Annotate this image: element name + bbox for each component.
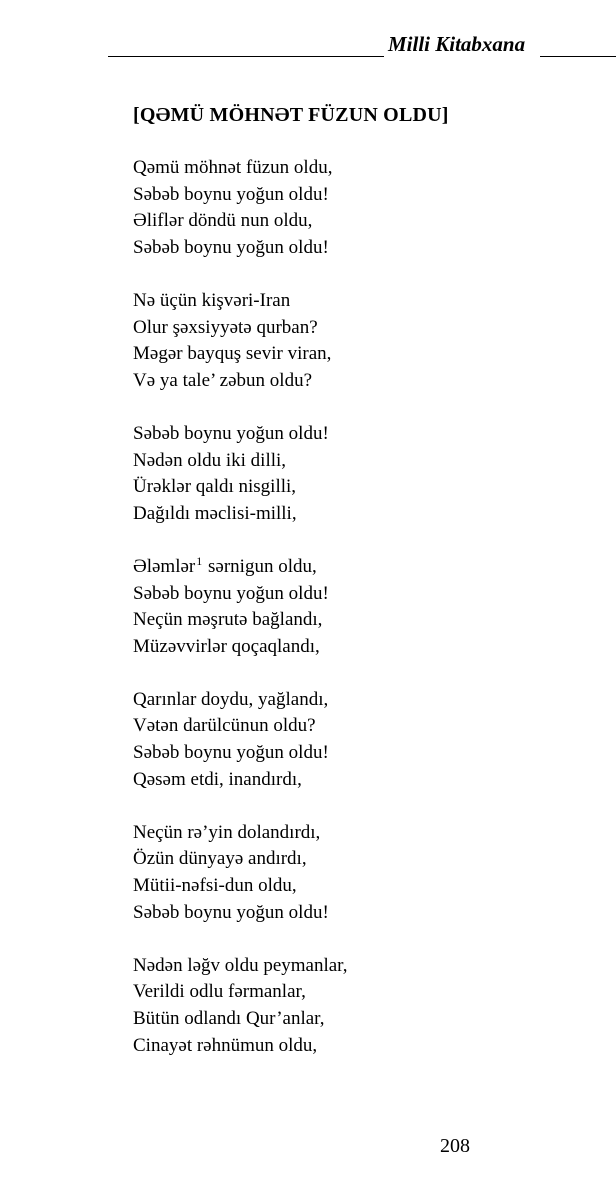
footnote-marker[interactable]: 1 [196,553,203,568]
poem-line: Səbəb boynu yoğun oldu! [133,183,329,205]
poem-line: Səbəb boynu yoğun oldu! [133,901,329,923]
poem-line: Bütün odlandı Qur’anlar, [133,1008,325,1029]
poem-line: Nədən oldu iki dilli, [133,449,287,471]
stanza-3 [133,421,593,527]
poem-line: Səbəb boynu yoğun oldu! [133,582,329,604]
poem-line: Neçün rə’yin dolandırdı, [133,821,321,843]
poem-line: Özün dünyayə andırdı, [133,848,307,870]
poem-line: Ürəklər qaldı nisgilli, [133,476,297,498]
poem-line: Verildi odlu fərmanlar, [133,981,306,1003]
poem-line: Dağıldı məclisi-milli, [133,502,297,524]
poem-line: Səbəb boynu yoğun oldu! [133,236,329,258]
poem-body [133,155,593,1086]
header-rule-left [108,56,384,57]
poem-line: Qarınlar doydu, yağlandı, [133,688,329,710]
poem-line: Vətən darülcünun oldu? [133,715,316,737]
poem-line: Müzəvvirlər qoçaqlandı, [133,635,320,657]
header-rule-right [540,56,616,57]
stanza-1 [133,155,593,261]
poem-line: Neçün məşrutə bağlandı, [133,609,323,631]
stanza-6 [133,820,593,926]
poem-line: Olur şəxsiyyətə qurban? [133,316,318,338]
poem-line: Qəsəm etdi, inandırdı, [133,768,302,790]
poem-line [133,554,593,581]
poem-line: Nə üçün kişvəri-Iran [133,289,291,311]
poem-line: Səbəb boynu yoğun oldu! [133,422,329,444]
poem-line: Cinayət rəhnümun oldu, [133,1034,318,1056]
poem-line: Əliflər döndü nun oldu, [133,210,313,232]
poem-line: Səbəb boynu yoğun oldu! [133,742,329,764]
poem-line-start: Ələmlər [133,555,196,577]
page-number: 208 [440,1135,470,1157]
poem-line: Məgər bayquş sevir viran, [133,343,332,365]
poem-line: Mütii-nəfsi-dun oldu, [133,875,297,897]
stanza-7 [133,953,593,1059]
poem-title: [QƏMÜ MÖHNƏT FÜZUN OLDU] [133,104,449,126]
header-title: Milli Kitabxana [388,32,526,56]
stanza-2 [133,288,593,394]
poem-line: Qəmü möhnət füzun oldu, [133,157,333,178]
stanza-4 [133,554,593,660]
running-header [108,30,616,60]
poem-line: Nədən ləğv oldu peymanlar, [133,954,348,976]
stanza-5 [133,687,593,793]
poem-line-end: sərnigun oldu, [208,555,317,577]
poem-line: Və ya tale’ zəbun oldu? [133,369,313,391]
